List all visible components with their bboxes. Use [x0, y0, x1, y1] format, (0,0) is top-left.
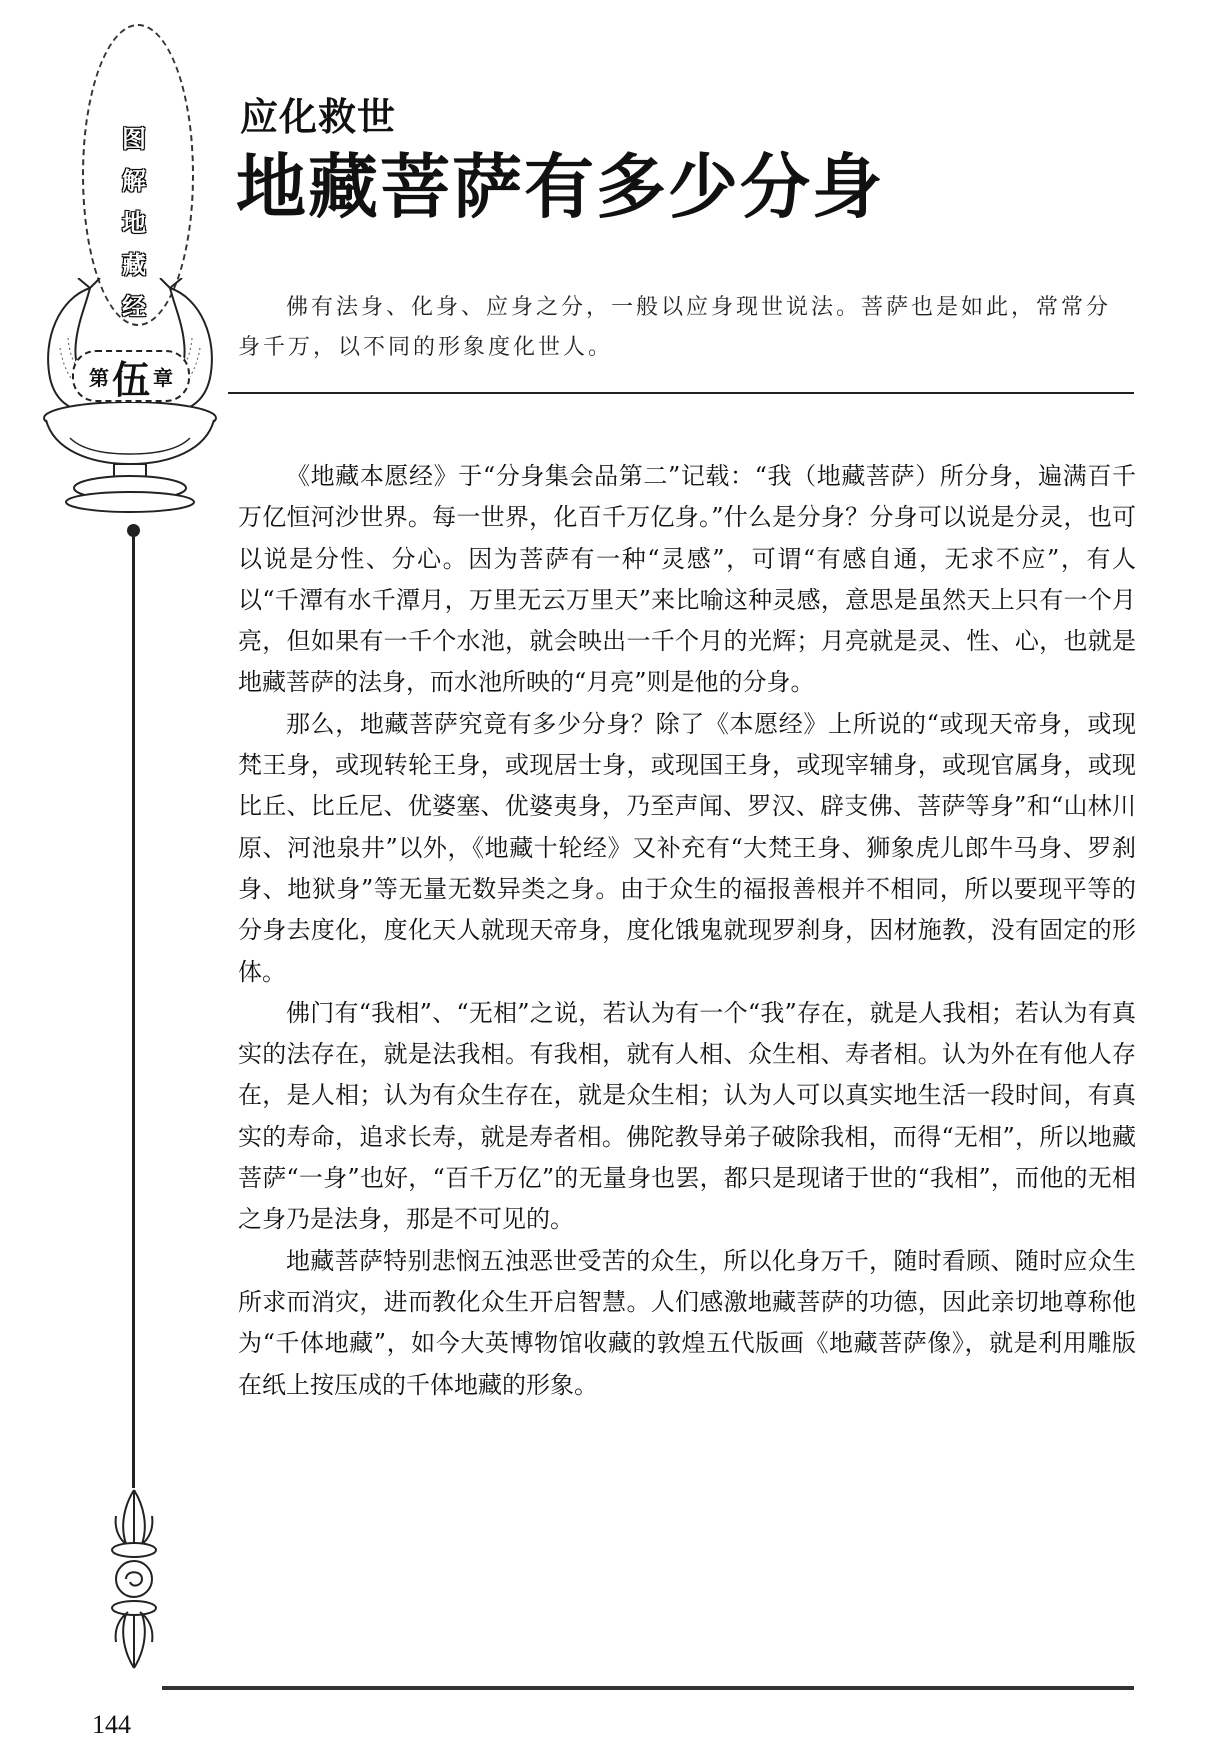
chapter-suffix: 章	[153, 365, 173, 390]
sidebar-title-char: 解	[122, 167, 146, 195]
sidebar-title-char: 藏	[122, 251, 146, 279]
sidebar-title-char: 经	[122, 293, 146, 321]
chapter-number: 伍	[111, 356, 150, 402]
body-paragraph: 《地藏本愿经》于“分身集会品第二”记载：“我（地藏菩萨）所分身，遍满百千万亿恒河沙世界。每一世界，化百千万亿身。”什么是分身？分身可以说是分灵，也可以说是分性、分心。因为菩萨有一种“灵感”，可谓“有感自通，无求不应”，有人以“千潭有水千潭月，万里无云万里天”来比喻这种灵感，意思是虽然天上只有一个月亮，但如果有一千个水池，就会映出一千个月的光辉；月亮就是灵、性、心，也就是地藏菩萨的法身，而水池所映的“月亮”则是他的分身。	[238, 462, 1136, 697]
section-kicker: 应化救世	[240, 95, 397, 139]
chapter-prefix: 第	[88, 365, 109, 390]
page-title: 地藏菩萨有多少分身	[236, 146, 884, 228]
intro-paragraph: 佛有法身、化身、应身之分，一般以应身现世说法。菩萨也是如此，常常分身千万，以不同的形象度化世人。	[238, 295, 1112, 360]
body-text	[238, 456, 1136, 1406]
footer-divider	[162, 1686, 1134, 1690]
vajra-icon	[96, 1486, 172, 1672]
sidebar-title-char: 图	[122, 125, 146, 153]
body-paragraph: 地藏菩萨特别悲悯五浊恶世受苦的众生，所以化身万千，随时看顾、随时应众生所求而消灾，进而教化众生开启智慧。人们感激地藏菩萨的功德，因此亲切地尊称他为“千体地藏”，如今大英博物馆收藏的敦煌五代版画《地藏菩萨像》，就是利用雕版在纸上按压成的千体地藏的形象。	[238, 1246, 1136, 1399]
page-number: 144	[92, 1710, 131, 1739]
body-paragraph: 那么，地藏菩萨究竟有多少分身？除了《本愿经》上所说的“或现天帝身，或现梵王身，或现转轮王身，或现居士身，或现国王身，或现宰辅身，或现官属身，或现比丘、比丘尼、优婆塞、优婆夷身，乃至声闻、罗汉、辟支佛、菩萨等身”和“山林川原、河池泉井”以外，《地藏十轮经》又补充有“大梵王身、狮象虎儿郎牛马身、罗刹身、地狱身”等无量无数异类之身。由于众生的福报善根并不相同，所以要现平等的分身去度化，度化天人就现天帝身，度化饿鬼就现罗刹身，因材施教，没有固定的形体。	[238, 709, 1136, 986]
sidebar-title-char: 地	[122, 209, 146, 237]
header-divider	[228, 392, 1134, 394]
sidebar-vertical-line	[132, 528, 135, 1488]
body-paragraph: 佛门有“我相”、“无相”之说，若认为有一个“我”存在，就是人我相；若认为有真实的法存在，就是法我相。有我相，就有人相、众生相、寿者相。认为外在有他人存在，是人相；认为有众生存在，就是众生相；认为人可以真实地生活一段时间，有真实的寿命，追求长寿，就是寿者相。佛陀教导弟子破除我相，而得“无相”，所以地藏菩萨“一身”也好，“百千万亿”的无量身也罢，都只是现诸于世的“我相”，而他的无相之身乃是法身，那是不可见的。	[238, 998, 1136, 1234]
chapter-badge	[72, 350, 190, 402]
